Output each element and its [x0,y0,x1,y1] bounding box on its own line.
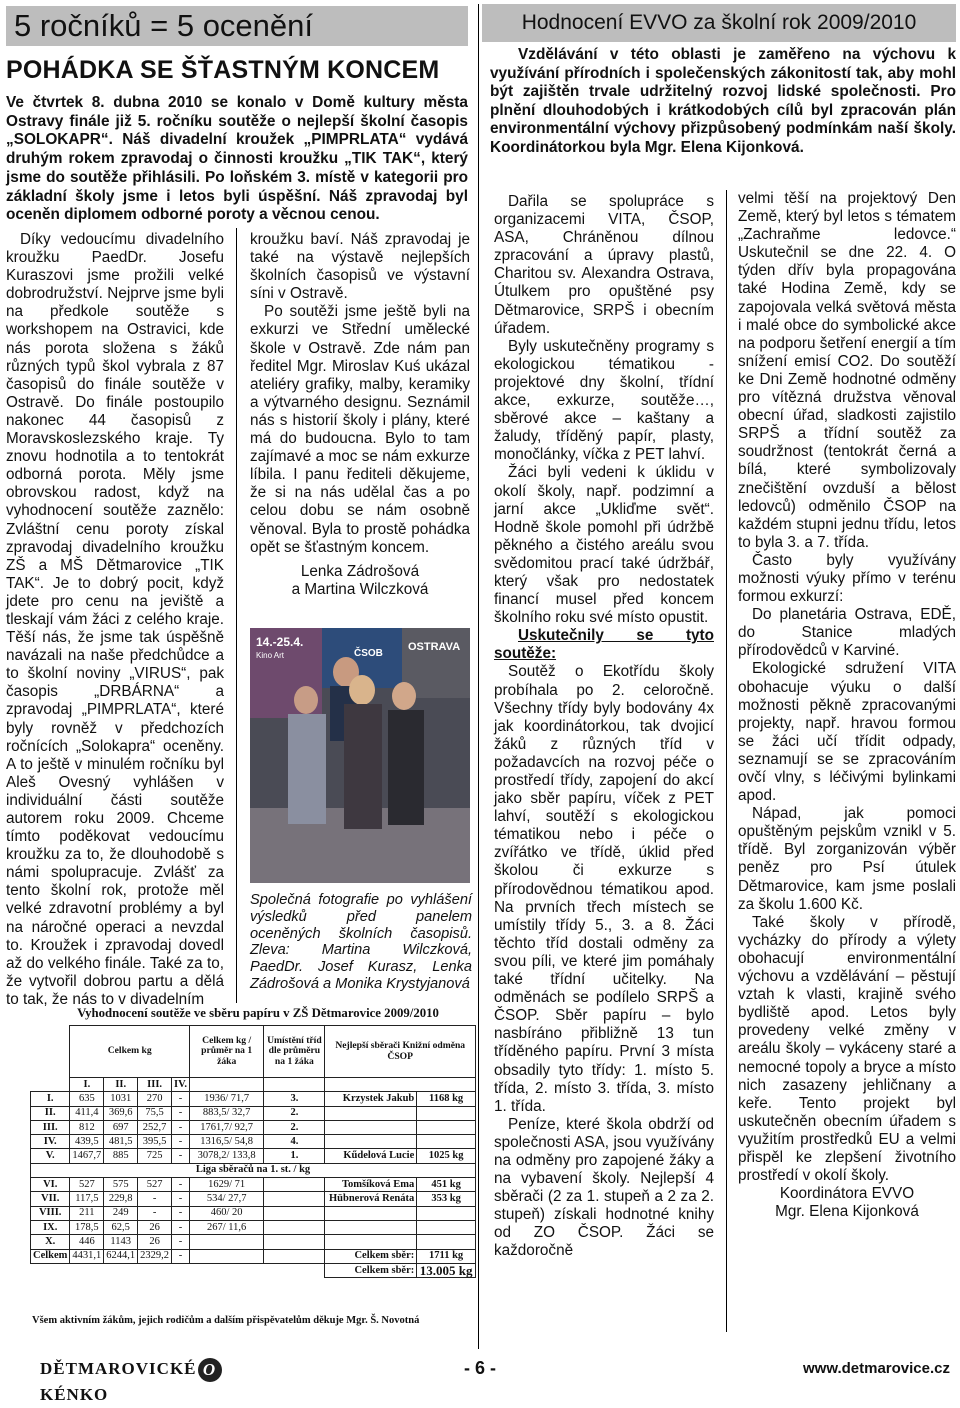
value-cell: 117,5 [70,1192,104,1206]
value-cell: - [172,1106,190,1120]
table-header-cell: Umístění tříd dle průměru na 1 žáka [264,1026,325,1078]
value-cell: 2329,2 [138,1249,172,1263]
average-cell: 1629/ 71 [190,1178,264,1192]
collector-name-cell [325,1235,417,1249]
logo-text-left: DĚTMAROVICKÉ [40,1359,197,1378]
table-cell [325,1078,476,1092]
value-cell: - [172,1235,190,1249]
article-lead [6,94,468,225]
average-cell [190,1235,264,1249]
value-cell: 178,5 [70,1220,104,1234]
table-cell [190,1078,264,1092]
value-cell: - [172,1135,190,1149]
evvo-a-p5: Peníze, které škola obdrží od společnosti ASA, jsou využívány na odměny pro zapojené žáky a na vybavení školy. Nejlepší 4 sběrači (2 za 1. stupeň a 2 za 2. stupeň) získali hodnotné knihy od ZO ČSOP. Žáci se každoročně [494,1115,714,1260]
value-cell: 635 [70,1092,104,1106]
evvo-signature-role: Koordinátora EVVO [779,1185,915,1203]
class-cell: II. [31,1106,70,1120]
signature-author-1: Lenka Zádrošová [300,562,420,580]
competitions-heading: Uskutečnily se tyto soutěže: [494,627,714,663]
collector-name-cell [325,1220,417,1234]
value-cell: 270 [138,1092,172,1106]
evvo-b-p4: Ekologické sdružení VITA obohacuje výuku o další možnosti pěkně zpracovanými projekty, např. hravou formou se žáci učí třídit odpady, seznamují se se zpracováním ovčí vlny, s léčivými bylinkami apod. [738,660,956,805]
class-cell: VI. [31,1178,70,1192]
value-cell: 1031 [104,1092,138,1106]
average-cell: 1761,7/ 92,7 [190,1120,264,1134]
rank-cell: 1. [264,1149,325,1163]
table-row [31,1220,476,1234]
grand-total-value: 13.005 kg [417,1263,476,1277]
value-cell: 395,5 [138,1135,172,1149]
evvo-b-p3: Do planetária Ostrava, EDĚ, do Stanice mladých přírodovědců v Karviné. [738,606,956,660]
value-cell: 369,6 [104,1106,138,1120]
collector-kg-cell [417,1106,476,1120]
value-cell: 697 [104,1120,138,1134]
average-cell [190,1249,264,1263]
value-cell: 62,5 [104,1220,138,1234]
lead-text: Ve čtvrtek 8. dubna 2010 se konalo v Domě kultury města Ostravy finále již 5. ročníku soutěže o nejlepší školní časopis „SOLOKAPR“. Náš divadelní kroužek „PIMPRLATA“ vydává druhým rokem zpravodaj o činnosti kroužku „TIK TAK“, který jsme do soutěže přihlásili. Po loňském 3. místě v kategorii pro základní školy jsme i letos byli úspěšní. Náš zpravodaj byl oceněn diplomem odborné poroty a věcnou cenou. [6,94,468,224]
rank-cell: 2. [264,1120,325,1134]
collector-name-cell [325,1120,417,1134]
photo-banner-sub: Kino Art [256,651,285,660]
table-row [31,1192,476,1206]
value-cell: - [172,1206,190,1220]
average-cell: 1316,5/ 54,8 [190,1135,264,1149]
evvo-b-p1: velmi těší na projektový Den Země, který byl letos s tématem „Zachraňme ledovce.“ Uskutečnil se dne 22. 4. O týden dřív byla propagována také Hodina Země, kdy se zapojovala velká světová města i malé obce do symbolické akce na podporu šetření energií a tím snížení emisí CO2. Do soutěží ke Dni Země hodnotné odměny pro vítězná družstva věnoval obecní úřad, sladkosti zajistilo SRPŠ a třídní soutěž za soudržnost (tentokrát černá a bílá, které symbolizovaly znečištění ovzduší a bělost ledovců) odměnilo ČSOP na každém stupni jednu třídu, letos to byla 3. a 7. třída. [738,190,956,551]
collector-name-cell [325,1135,417,1149]
rank-cell [264,1192,325,1206]
table-row [31,1120,476,1134]
section-lead [490,46,956,158]
collector-kg-cell: 451 kg [417,1178,476,1192]
class-cell: X. [31,1235,70,1249]
collector-kg-cell [417,1220,476,1234]
collector-kg-cell: 353 kg [417,1192,476,1206]
photo-caption: Společná fotografie po vyhlášení výsledků před panelem oceněných školních časopisů. Zleva: Martina Wilczková, PaedDr. Josef Kurasz, Lenka Zádrošová a Monika Krystyjanová [250,892,472,992]
collector-kg-cell: 1025 kg [417,1149,476,1163]
page-divider [478,4,479,1349]
table-row [31,1235,476,1249]
evvo-b-p6: Také školy v přírodě, vycházky do přírody a výlety obohacují environmentální výchovu a vzdělávání – pěstují vztah k vlasti, krajině svého bydliště apod. Letos byly provedeny velké změny v areálu školy – vykáceny staré a nemocné topoly a bryce a místo nich zasazeny jehličnany a keře. Tento projekt byl uskutečněn obecním úřadem s využitím prostředků EU a velmi přispěl ke zlepšení životního prostředí v okolí školy. [738,913,956,1185]
class-cell: IX. [31,1220,70,1234]
value-cell: 446 [70,1235,104,1249]
article-col2-p1: kroužku baví. Náš zpravodaj je také na výstavě nejlepších školních časopisů ve výstavní síni v Ostravě. [250,231,470,303]
value-cell: 211 [70,1206,104,1220]
value-cell: - [172,1192,190,1206]
table-row [31,1106,476,1120]
value-cell: 439,5 [70,1135,104,1149]
rank-cell: 3. [264,1092,325,1106]
value-cell: 725 [138,1149,172,1163]
average-cell: 883,5/ 32,7 [190,1106,264,1120]
value-cell: 249 [104,1206,138,1220]
average-cell: 1936/ 71,7 [190,1092,264,1106]
collector-kg-cell [417,1120,476,1134]
grand-total-label: Celkem sběr: [325,1263,417,1277]
table-footer-note: Všem aktivním žákům, jejich rodičům a dalším přispěvatelům děkuje Mgr. Š. Novotná [32,1315,420,1326]
collector-name-cell: Celkem sběr: [325,1249,417,1263]
class-cell: V. [31,1149,70,1163]
round-header: IV. [172,1078,190,1092]
collector-name-cell [325,1106,417,1120]
signature-author-2: a Martina Wilczková [291,580,429,598]
photo-illustration [250,628,470,883]
value-cell: - [172,1149,190,1163]
column-divider [236,228,237,1003]
evvo-b-p5: Nápad, jak pomoci opuštěným pejskům vznikl v 5. třídě. Byl zorganizován výběr peněz pro Psí útulek Dětmarovice, kam jsme poslali za školu 1.600 Kč. [738,805,956,913]
evvo-a-p2: Byly uskutečněny programy s ekologickou tématikou - projektové dny školní, třídní akce, exkurze, soutěže…, sběrové akce – kaštany a žaludy, tříděný papír, plasty, monočlánky, víčka z PET lahví. [494,337,714,464]
value-cell: - [172,1092,190,1106]
collector-name-cell: Krzystek Jakub [325,1092,417,1106]
value-cell: 481,5 [104,1135,138,1149]
class-cell: VII. [31,1192,70,1206]
table-blank [31,1263,325,1277]
photo-banner-dates: 14.-25.4. [256,635,304,649]
round-header: II. [104,1078,138,1092]
section-heading: Hodnocení EVVO za školní rok 2009/2010 [482,4,956,42]
table-header-cell: Nejlepší sběrači Knižní odměna ČSOP [325,1026,476,1078]
league-label: Liga sběračů na 1. st. / kg [31,1163,476,1177]
average-cell: 534/ 27,7 [190,1192,264,1206]
value-cell: - [172,1220,190,1234]
collector-kg-cell [417,1135,476,1149]
value-cell: 527 [138,1178,172,1192]
league-row [31,1263,476,1277]
evvo-a-p3: Žáci byli vedeni k úklidu v okolí školy, např. podzimní a jarní akce „Ukliďme svět“. Hodně škole pomohl při údržbě pěkného a čistého areálu svou svědomitou prací také údržbář, který však pro nedostatek financí musel před koncem školního roku své místo opustit. [494,464,714,627]
table-corner [31,1026,70,1078]
value-cell: 885 [104,1149,138,1163]
value-cell: - [172,1178,190,1192]
value-cell: 575 [104,1178,138,1192]
article-title: 5 ročníků = 5 ocenění [6,6,468,46]
article-column-1 [6,231,224,1009]
collector-kg-cell [417,1235,476,1249]
value-cell: 1467,7 [70,1149,104,1163]
collector-kg-cell [417,1206,476,1220]
column-divider-right [726,190,727,1332]
table-corner [31,1078,70,1092]
evvo-column-b [738,190,956,1221]
rank-cell [264,1235,325,1249]
class-cell: VIII. [31,1206,70,1220]
rank-cell [264,1220,325,1234]
evvo-b-p2: Často byly využívány možnosti výuky přímo v terénu formou exkurzí: [738,551,956,606]
table-header-cell: Celkem kg / průměr na 1 žáka [190,1026,264,1078]
article-column-2 [250,231,470,599]
photo-banner-city: OSTRAVA [408,641,461,653]
value-cell: 812 [70,1120,104,1134]
average-cell: 267/ 11,6 [190,1220,264,1234]
class-cell: I. [31,1092,70,1106]
article-subtitle: POHÁDKA SE ŠŤASTNÝM KONCEM [6,56,440,84]
value-cell: 6244,1 [104,1249,138,1263]
value-cell: 4431,1 [70,1249,104,1263]
value-cell: 26 [138,1220,172,1234]
rank-cell: 2. [264,1106,325,1120]
table-title: Vyhodnocení soutěže ve sběru papíru v ZŠ Dětmarovice 2009/2010 [77,1006,439,1020]
results-table [30,1025,476,1278]
value-cell: - [138,1206,172,1220]
article-col2-p2: Po soutěži jsme ještě byli na exkurzi ve Střední umělecké škole v Ostravě. Zde nám pan ředitel Mgr. Miroslav Kuś ukázal ateliéry grafiky, malby, keramiky a výtvarného designu. Seznámil nás s historií školy i plány, které má do budoucna. Bylo to tam zajímavé a moc se nám exkurze líbila. I panu řediteli děkujeme, že si na nás udělal čas a po celou dobu se nám osobně věnoval. Byla to prostě pohádka opět se šťastným koncem. [250,303,470,556]
table-row [31,1178,476,1192]
average-cell: 3078,2/ 133,8 [190,1149,264,1163]
round-header: I. [70,1078,104,1092]
collector-kg-cell: 1711 kg [417,1249,476,1263]
rank-cell: 4. [264,1135,325,1149]
collector-name-cell: Kűdelová Lucie [325,1149,417,1163]
rank-cell [264,1249,325,1263]
league-row [31,1163,476,1177]
table-header-cell: Celkem kg [70,1026,190,1078]
rank-cell [264,1206,325,1220]
table-row [31,1149,476,1163]
value-cell: - [172,1120,190,1134]
value-cell: 527 [70,1178,104,1192]
photo-banner-logo: ČSOB [354,648,383,659]
article-col1-text: Díky vedoucímu divadelního kroužku PaedDr. Josefu Kuraszovi jsme prožili velké dobrodružství. Nejprve jsme byli na předkole soutěže s workshopem na Ostravici, kde nás porota složena s žáků různých typů škol vybrala z 87 časopisů do finále soutěže v Ostravě. Do finále postoupilo nakonec 44 časopisů z Moravskoslezského kraje. Ty znovu hodnotila a to tentokrát odborná porota. Měly jsme obrovskou radost, když na vyhodnocení soutěže zaznělo: Zvláštní cenu poroty získal zpravodaj divadelního kroužku ZŠ a MŠ Dětmarovice „TIK TAK“. Je to dobrý pocit, když jdete pro cenu na jeviště a tleskají vám žáci z celého kraje. Těší nás, že jsme tak úspěšně navázali na naše předchůdce a to školní noviny „VIRUS“, pak časopis „DRBÁRNA“ a zpravodaj „PIMPRLATA“, které byly rovněž v předchozích ročnících „Solokapra“ oceněny. A to ještě v minulém ročníku byl Aleš Ovesný vyhlášen v individuální části soutěže autorem roku 2009. Chceme tímto poděkovat vedoucímu kroužku za to, že dlouhodobě s námi spolupracuje. Zvlášť za tento školní rok, protože měl velké zdravotní problémy a byl na náročné operaci a nevzdal to. Kroužek i zpravodaj dovedl až do velkého finále. Také za to, že vytvořil dobrou partu a dělá to tak, že nás to v divadelním [6,231,224,1008]
evvo-a-p4: Soutěž o Ekotřídu školy probíhala po 2. celoročně. Všechny třídy byly bodovány 4x jak koordinátorkou, tak dvojicí žáků z různých tříd v požadavcích na rozvoj péče o prostředí třídy, zapojení do akcí jako sběr papíru, víček z PET lahví, soutěží s ekologickou tématikou nebo i péče o zvířátko ve třídě, úklid před školou či exkurze s přírodovědnou tématikou apod. Na prvních třech místech se umístily třídy 5., 3. a 8. Žáci těchto tříd dostali odměny za svou píli, ve které jim pomáhaly také třídní učitelky. Na odměnách se podílelo SRPŠ a ČSOP. Sběr papíru – bylo nasbíráno přibližně 13 tun tříděného papíru. První 3 místa obsadily tyto třídy: 1. místo 5. třída, 2. místo 3. třída, 3. místo 1. třída. [494,663,714,1115]
table-row [31,1092,476,1106]
value-cell: 411,4 [70,1106,104,1120]
table-header-row [31,1026,476,1078]
rank-cell [264,1178,325,1192]
group-photo [250,628,470,883]
value-cell: 26 [138,1235,172,1249]
evvo-a-p1: Dařila se spolupráce s organizacemi VITA, ČSOP, ASA, Chráněnou dílnou zpracování a úpravy plastů, Charitou sv. Alexandra Ostrava, Útulkem pro opuštěné psy Dětmarovice, SRPŠ i obecním úřadem. [494,193,714,337]
section-lead-text: Vzdělávání v této oblasti je zaměřeno na výchovu k využívání přírodních i společenských zákonitostí tak, aby mohl být zajištěn trvale udržitelný rozvoj lidské společnosti. Pro plnění dlouhodobých i krátkodobých cílů byl zpracován plán environmentální výchovy přizpůsobený podmínkám naší školy. Koordinátorkou byla Mgr. Elena Kijonková. [490,46,956,156]
class-cell: IV. [31,1135,70,1149]
logo-text-right: KÉNKO [40,1385,109,1405]
class-cell: III. [31,1120,70,1134]
table-cell [264,1078,325,1092]
value-cell: - [172,1249,190,1263]
evvo-signature-name: Mgr. Elena Kijonková [775,1203,919,1221]
value-cell: 229,8 [104,1192,138,1206]
round-header: III. [138,1078,172,1092]
class-cell: Celkem [31,1249,70,1263]
collector-name-cell [325,1206,417,1220]
logo-o-mark: O [198,1358,222,1382]
page-number: - 6 - [463,1358,496,1378]
average-cell: 460/ 20 [190,1206,264,1220]
value-cell: 252,7 [138,1120,172,1134]
table-rounds-row [31,1078,476,1092]
value-cell: - [138,1192,172,1206]
evvo-column-a [494,193,714,1261]
newsletter-logo [40,1356,276,1405]
collector-name-cell: Tomšíková Ema [325,1178,417,1192]
website-url: www.detmarovice.cz [803,1360,950,1377]
table-row [31,1249,476,1263]
value-cell: 75,5 [138,1106,172,1120]
table-row [31,1206,476,1220]
collector-name-cell: Hübnerová Renáta [325,1192,417,1206]
value-cell: 1143 [104,1235,138,1249]
collector-kg-cell: 1168 kg [417,1092,476,1106]
table-row [31,1135,476,1149]
